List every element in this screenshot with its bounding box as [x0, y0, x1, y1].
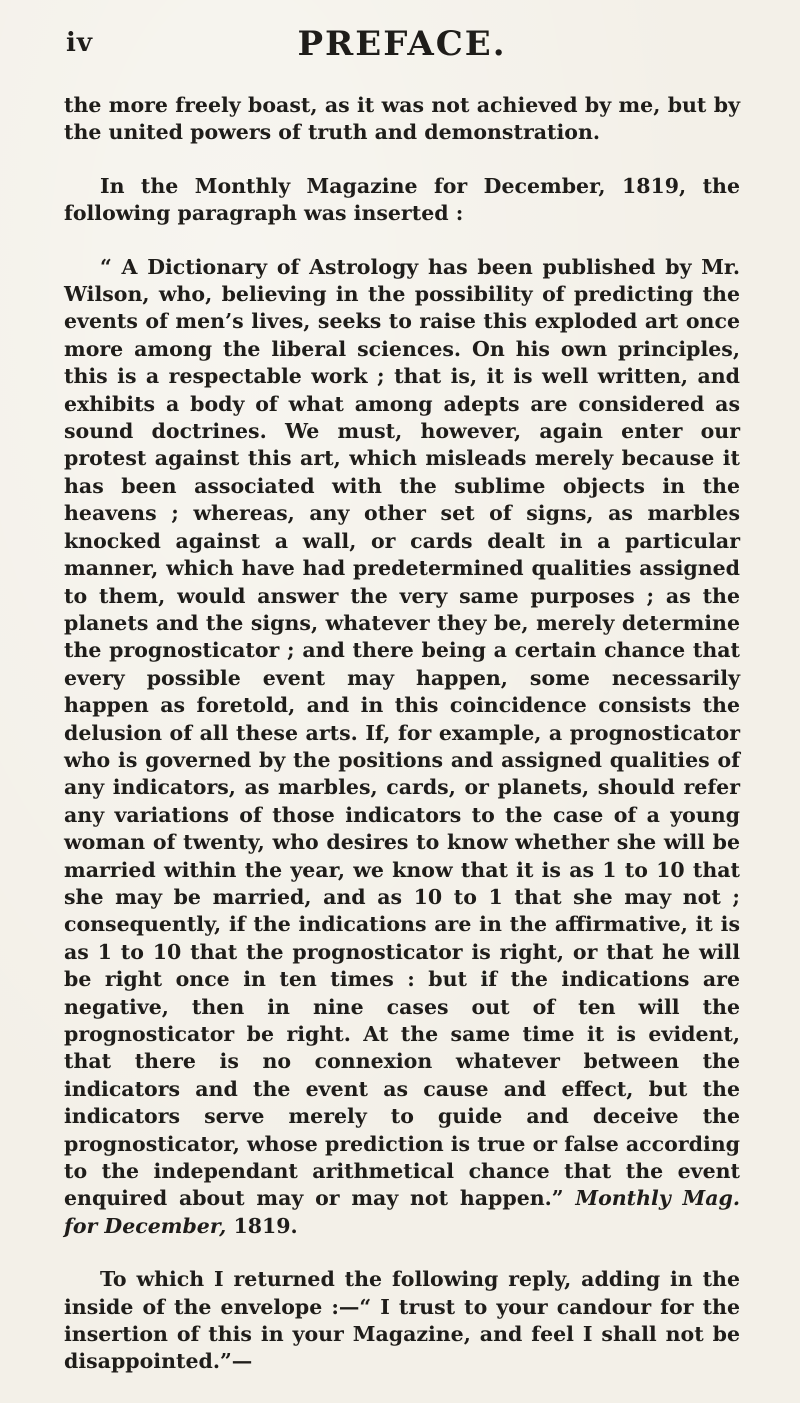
running-head: PREFACE.: [297, 24, 507, 64]
quotation-citation-year: 1819.: [233, 1213, 298, 1238]
quotation-citation: Monthly Mag. for December,: [64, 1186, 740, 1238]
paragraph-4: [64, 1266, 740, 1376]
paragraph-4-text: To which I returned the following reply, adding in the inside of the envelope :—“ I trust to your candour for the insertion of this in your Magazine, and feel I shall not be disappointed.”—: [64, 1267, 740, 1374]
page-number: iv: [66, 28, 93, 58]
paragraph-1-text: the more freely boast, as it was not achieved by me, but by the united powers of truth and demonstration.: [64, 93, 740, 145]
body-text: [64, 92, 740, 1376]
paragraph-2-text: In the Monthly Magazine for December, 1819, the following paragraph was inserted :: [64, 173, 740, 226]
paragraph-1: [64, 92, 740, 147]
quotation-text: “ A Dictionary of Astrology has been published by Mr. Wilson, who, believing in the possibility of predicting the events of men’s lives, seeks to raise this exploded art once more among the liberal sciences. On his own principles, this is a respectable work ; that is, it is well written, and exhibits a body of what among adepts are considered as sound doctrines. We must, however, again enter our protest against this art, which misleads merely because it has been associated with the sublime objects in the heavens ; whereas, any other set of signs, as marbles knocked against a wall, or cards dealt in a particular manner, which have had predetermined qualities assigned to them, would answer the very same purposes ; as the planets and the signs, whatever they be, merely determine the prognosticator ; and there being a certain chance that every possible event may happen, some necessarily happen as foretold, and in this coincidence consists the delusion of all these arts. If, for example, a prognosticator who is governed by the positions and assigned qualities of any indicators, as marbles, cards, or planets, should refer any variations of those indicators to the case of a young woman of twenty, who desires to know whether she will be married within the year, we know that it is as 1 to 10 that she may be married, and as 10 to 1 that she may not ; consequently, if the indications are in the affirmative, it is as 1 to 10 that the prognosticator is right, or that he will be right once in ten times : but if the indications are negative, then in nine cases out of ten will the prognosticator be right. At the same time it is evident, that there is no connexion whatever between the indicators and the event as cause and effect, but the indicators serve merely to guide and deceive the prognosticator, whose prediction is true or false according to the independant arithmetical chance that the event enquired about may or may not happen.”: [64, 254, 740, 1211]
paragraph-2: [64, 173, 740, 228]
page-header: [64, 24, 740, 64]
paragraph-3-quotation: [64, 254, 740, 1241]
